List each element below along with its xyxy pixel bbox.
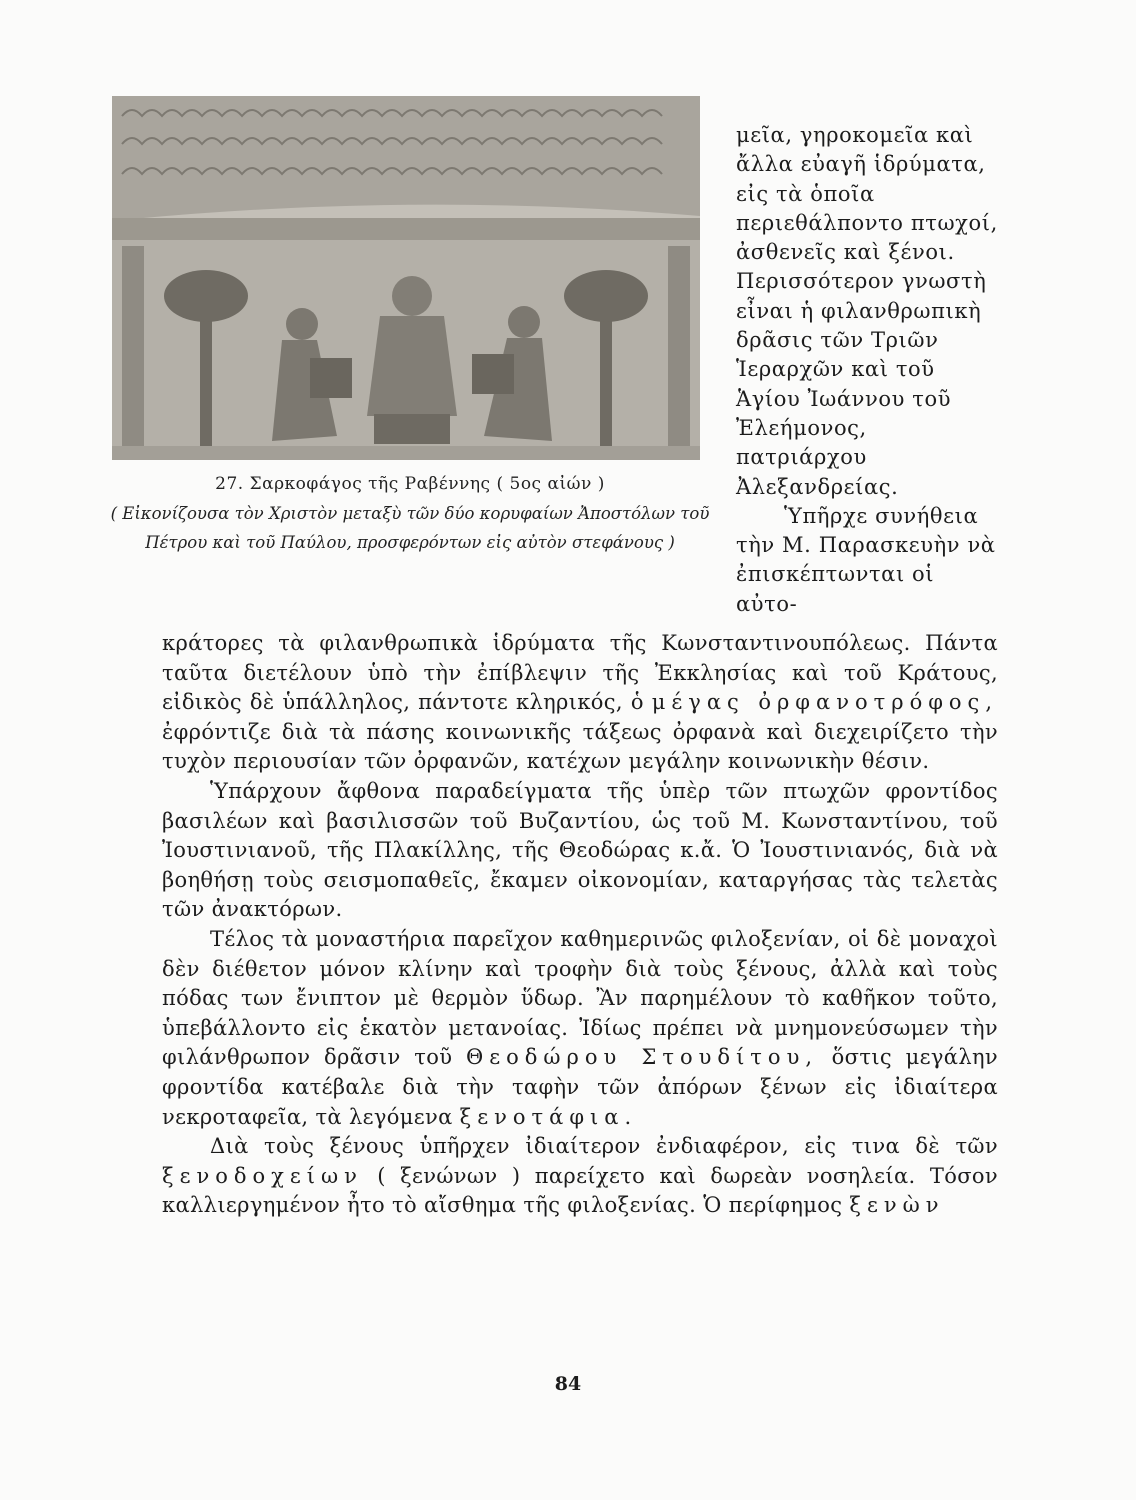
- spaced-term: ξενοτάφια.: [459, 1104, 638, 1129]
- paragraph: [162, 925, 998, 1132]
- text-run: Διὰ τοὺς ξένους ὑπῆρχεν ἰδιαίτερον ἐνδιαφέρον, εἰς τινα δὲ τῶν: [210, 1134, 998, 1159]
- caption-description: ( Εἰκονίζουσα τὸν Χριστὸν μεταξὺ τῶν δύο κορυφαίων Ἀποστόλων τοῦ Πέτρου καὶ τοῦ Παύλου, προσφερόντων εἰς αὐτὸν στεφάνους ): [110, 504, 710, 552]
- spaced-term: ξενὼν: [849, 1193, 945, 1218]
- column-paragraph: μεῖα, γηροκομεῖα καὶ ἄλλα εὐαγῆ ἱδρύματα, εἰς τὰ ὁποῖα περιεθάλποντο πτωχοί, ἀσθενεῖς καὶ ξένοι. Περισσότερον γνωστὴ εἶναι ἡ φιλανθρωπικὴ δρᾶσις τῶν Τριῶν Ἱεραρχῶν καὶ τοῦ Ἁγίου Ἰωάννου τοῦ Ἐλεήμονος, πατριάρχου Ἀλεξανδρείας.: [736, 123, 998, 499]
- sarcophagus-relief-illustration: [112, 96, 700, 460]
- spaced-term: Θεοδώρου Στουδίτου,: [466, 1045, 819, 1070]
- text-run: κράτορες τὰ φιλανθρωπικὰ ἱδρύματα τῆς Κωνσταντινουπόλεως. Πάντα ταῦτα διετέλουν ὑπὸ τὴν ἐπίβλεψιν τῆς Ἐκκλησίας καὶ τοῦ Κράτους, εἰδικὸς δὲ ὑπάλληλος, πάντοτε κληρικός, ὁ: [162, 631, 998, 715]
- paragraph: Ὑπάρχουν ἄφθονα παραδείγματα τῆς ὑπὲρ τῶν πτωχῶν φροντίδος βασιλέων καὶ βασιλισσῶν τοῦ Βυζαντίου, ὡς τοῦ Μ. Κωνσταντίνου, τοῦ Ἰουστινιανοῦ, τῆς Πλακίλλης, τῆς Θεοδώρας κ.ἄ. Ὁ Ἰουστινιανός, διὰ νὰ βοηθήσῃ τοὺς σεισμοπαθεῖς, ἔκαμεν οἰκονομίαν, καταργήσας τὰς τελετὰς τῶν ἀνακτόρων.: [162, 778, 998, 922]
- caption-title: 27. Σαρκοφάγος τῆς Ραβέννης ( 5ος αἰών ): [215, 474, 605, 494]
- main-text: [162, 629, 998, 1221]
- spaced-term: μέγας ὀρφανοτρόφος,: [651, 690, 998, 715]
- right-column-text: [736, 121, 998, 619]
- text-run: ἐφρόντιζε διὰ τὰ πάσης κοινωνικῆς τάξεως ὀρφανὰ καὶ διεχειρίζετο τὴν τυχὸν περιουσίαν τῶν ὀρφανῶν, κατέχων μεγάλην κοινωνικὴν θέσιν.: [162, 719, 998, 774]
- paragraph: [162, 1132, 998, 1221]
- text-run: Τέλος τὰ μοναστήρια παρεῖχον καθημερινῶς φιλοξενίαν, οἱ δὲ μοναχοὶ δὲν διέθετον μόνον κλίνην καὶ τροφὴν διὰ τοὺς ξένους, ἀλλὰ καὶ τοὺς πόδας των ἔνιπτον μὲ θερμὸν ὕδωρ. Ἂν παρημέλουν τὸ καθῆκον τοῦτο, ὑπεβάλλοντο εἰς ἑκατὸν μετανοίας. Ἰδίως πρέπει νὰ μνημονεύσωμεν τὴν φιλάνθρωπον δρᾶσιν τοῦ: [162, 926, 998, 1070]
- column-paragraph: Ὑπῆρχε συνήθεια τὴν Μ. Παρασκευὴν νὰ ἐπισκέπτωνται οἱ αὐτο-: [736, 503, 996, 616]
- text-run: ( ξενώνων ) παρείχετο καὶ δωρεὰν νοσηλεία. Τόσον καλλιεργημένον ἦτο τὸ αἴσθημα τῆς φιλοξενίας. Ὁ περίφημος: [162, 1163, 998, 1218]
- page-number: 84: [554, 1373, 582, 1395]
- paragraph: [162, 629, 998, 777]
- figure-caption: [106, 470, 714, 557]
- text-run: ὅστις μεγάλην φροντίδα κατέβαλε διὰ τὴν ταφὴν τῶν ἀπόρων ξένων εἰς ἰδιαίτερα νεκροταφεῖα, τὰ λεγόμενα: [162, 1045, 999, 1129]
- spaced-term: ξενοδοχείων: [162, 1163, 363, 1188]
- sarcophagus-photo: [112, 96, 700, 460]
